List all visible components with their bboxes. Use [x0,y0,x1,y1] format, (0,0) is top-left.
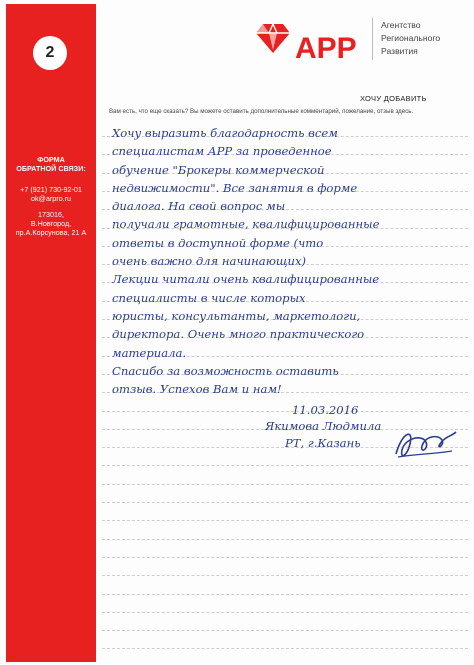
arr-logo [255,20,375,65]
handwriting-line: обучение "Брокеры коммерческой [112,162,325,177]
author-city: РТ, г.Казань [285,436,361,450]
handwriting-line: очень важно для начинающих) [112,254,307,269]
ruled-line [102,557,468,558]
handwritten-signature [392,424,460,464]
handwriting-line: получали грамотные, квалифицированные [112,217,380,232]
author-name: Якимова Людмила [265,419,382,433]
logo-wordmark: АРР [295,32,357,65]
ruled-line [102,502,468,503]
agency-name: Агентство Регионального Развития [381,20,441,56]
handwriting-line: Спасибо за возможность оставить [112,363,339,378]
ruled-line [102,539,468,540]
handwriting-line: Лекции читали очень квалифицированные [112,272,380,287]
handwriting-line: директора. Очень много практического [112,327,365,342]
handwriting-line: диалога. На свой вопрос мы [112,199,286,214]
handwriting-line: юристы, консультанты, маркетологи, [112,308,361,323]
form-number-badge: 2 [33,36,67,70]
phone-text: +7 (921) 730-92-01 [20,185,82,194]
header-divider [372,18,373,60]
ruled-line [102,465,468,466]
ruled-line [102,630,468,631]
ruled-line [102,520,468,521]
ruled-line [102,411,468,412]
ruled-line [102,594,468,595]
ruled-line [102,648,468,649]
sidebar-address: 173016, В.Новгород, пр.А.Корсунова, 21 А [15,210,87,237]
handwriting-line: материала. [112,345,187,360]
feedback-date: 11.03.2016 [292,403,359,417]
handwritten-feedback [112,124,462,398]
ruled-line [102,484,468,485]
handwriting-line: недвижимости". Все занятия в форме [112,180,358,195]
handwriting-line: специалисты в числе которых [112,290,306,305]
sidebar-title: ФОРМА ОБРАТНОЙ СВЯЗИ: [16,155,86,173]
handwriting-line: Хочу выразить благодарность всем [112,126,338,140]
section-subtitle: Вам есть, что еще сказать? Вы можете оставить дополнительные комментарий, пожелание, отзыв здесь. [109,108,414,115]
ruled-line [102,575,468,576]
handwriting-line: специалистам АРР за проведенное [112,144,332,159]
email-text: ok@arpro.ru [30,194,72,203]
section-title: ХОЧУ ДОБАВИТЬ [360,94,427,103]
contact-sidebar [6,4,96,662]
sidebar-contacts [6,185,96,203]
ruled-line [102,612,468,613]
diamond-logo-icon [255,20,291,56]
handwriting-line: отзыв. Успехов Вам и нам! [112,382,282,397]
handwriting-line: ответы в доступной форме (что [112,235,324,250]
